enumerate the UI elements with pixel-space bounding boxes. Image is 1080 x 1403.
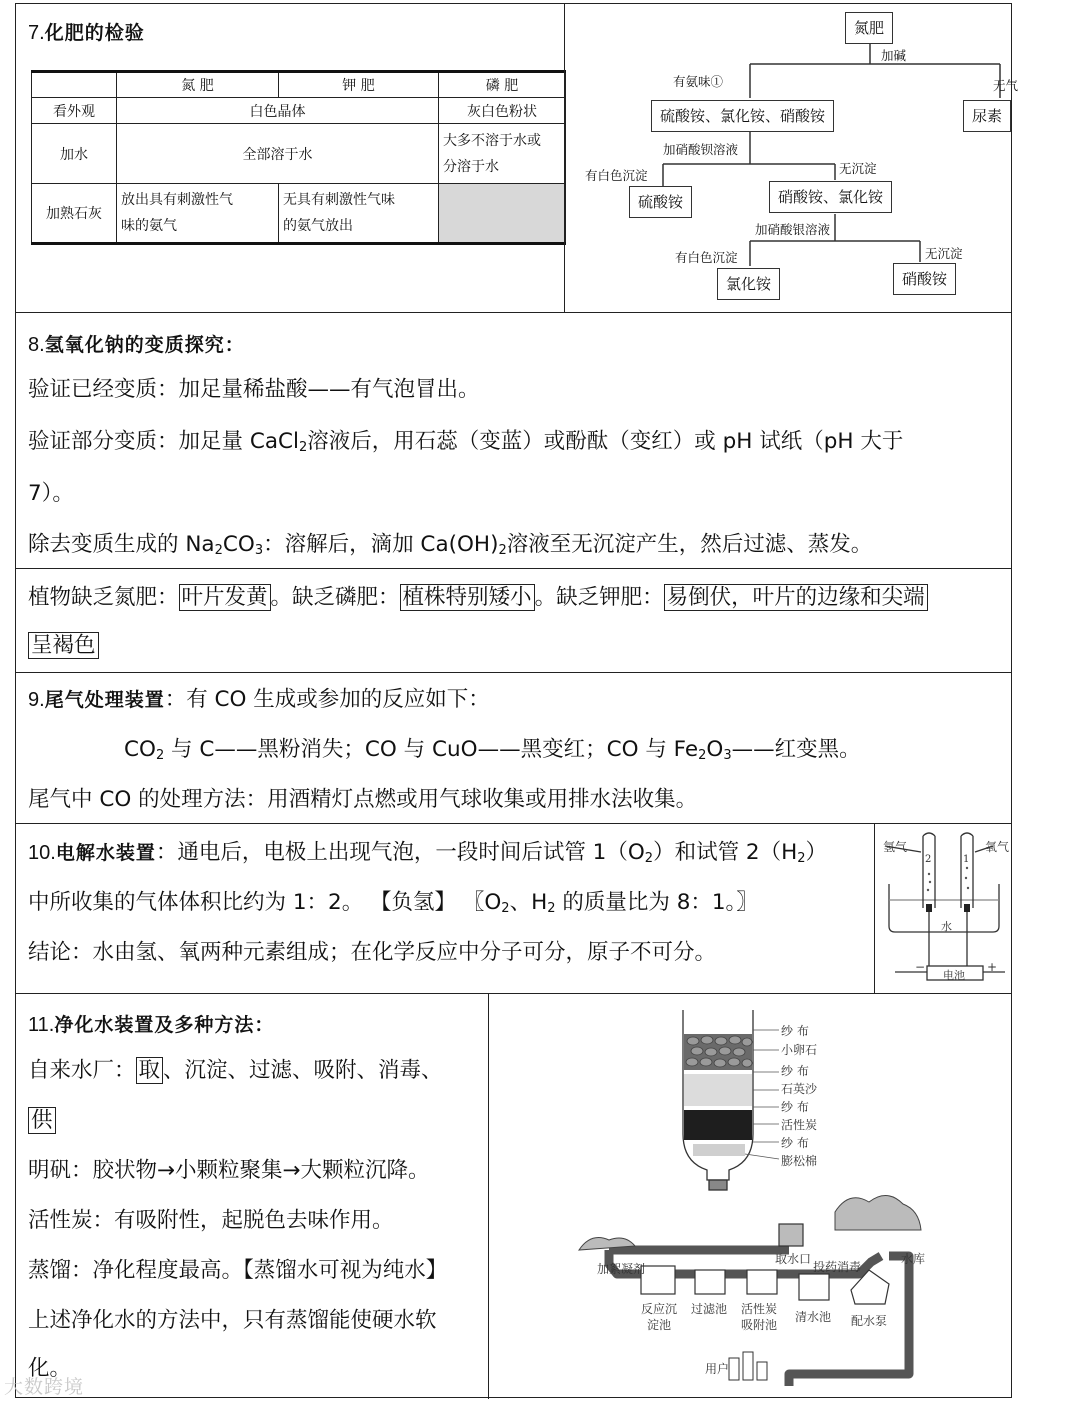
section-7-heading (28, 18, 145, 45)
label-water: 水 (941, 920, 952, 933)
section-10 (16, 824, 1011, 994)
boxed-take: 取 (136, 1057, 164, 1084)
label-add-base: 加碱 (881, 48, 907, 63)
s10-line-3: 结论：水由氢、氧两种元素组成；在化学反应中分子可分，原子不可分。 (28, 940, 717, 965)
row-label-appearance: 看外观 (32, 98, 117, 124)
header-potassium: 钾 肥 (279, 72, 439, 98)
cell-water-nk: 全部溶于水 (117, 124, 439, 184)
label-oxygen: 氧气 (985, 840, 1010, 854)
filter-bottle (683, 1010, 753, 1190)
s8-line-remove: 除去变质生成的 $Na_2CO_3$：溶解后，滴加 $Ca(OH)_2$溶液至无沉淀产生，然后过滤、蒸发。 (28, 532, 873, 558)
label-has-ammonia: 有氨味① (673, 74, 724, 89)
row-label-lime: 加熟石灰 (32, 184, 117, 244)
tree-group1: 硫酸铵、氯化铵、硝酸铵 (651, 100, 834, 132)
label-no-ppt-2: 无沉淀 (925, 246, 963, 261)
s8-line-verify-spoiled: 验证已经变质：加足量稀盐酸——有气泡冒出。 (28, 377, 480, 402)
plant-carbon-2: 吸附池 (741, 1318, 778, 1332)
cell-lime-p (439, 184, 566, 244)
s9-line-reactions: $CO_2$ 与 C——黑粉消失；CO 与 CuO——黑变红；CO 与 $Fe_2O_3——$红变黑。 (124, 737, 861, 763)
electrolysis-diagram (875, 824, 1013, 993)
section-8-heading: 8.氢氧化钠的变质探究： (28, 334, 245, 356)
row-label-water: 加水 (32, 124, 117, 184)
cell-appearance-nk: 白色晶体 (117, 98, 439, 124)
filter-layer-6: 活性炭 (781, 1118, 818, 1132)
section-7 (16, 4, 1019, 313)
section-8 (16, 313, 1011, 569)
plant-filter: 过滤池 (691, 1302, 728, 1316)
plant-disinfect: 投药消毒 (813, 1260, 862, 1274)
water-purification-diagrams (489, 994, 1013, 1399)
plant-coagulant: 加絮凝剂 (597, 1262, 646, 1276)
s11-line-alum: 明矾：胶状物→小颗粒聚集→大颗粒沉降。 (28, 1158, 430, 1183)
s9-line-method: 尾气中 CO 的处理方法：用酒精灯点燃或用气球收集或用排水法收集。 (28, 787, 698, 812)
tree-ammonium-sulfate: 硫酸铵 (629, 186, 692, 218)
boxed-supply: 供 (28, 1107, 56, 1134)
section-7-title: 化肥的检验 (44, 22, 145, 44)
s10-line-2: 中所收集的气体体积比约为 1：2。 【负氢】 〖$O_2$、$H_2$ 的质量比为 8：1。〗 (28, 890, 758, 916)
s11-line-distill: 蒸馏：净化程度最高。【蒸馏水可视为纯水】 (28, 1258, 448, 1283)
plant-reaction-1: 反应沉 (641, 1302, 678, 1316)
fertilizer-test-table (31, 70, 566, 245)
filter-layer-7: 纱 布 (781, 1136, 809, 1150)
header-nitrogen: 氮 肥 (117, 72, 279, 98)
plant-clear: 清水池 (795, 1310, 832, 1324)
section-11 (16, 994, 1011, 1399)
tree-group2: 硝酸铵、氯化铵 (769, 181, 892, 213)
section-11-left (16, 994, 488, 1399)
deficiency-line-2 (28, 621, 99, 671)
filter-layer-3: 纱 布 (781, 1064, 809, 1078)
label-add-ag: 加硝酸银溶液 (755, 222, 831, 237)
section-7-left (16, 4, 564, 312)
cell-appearance-p: 灰白色粉状 (439, 98, 566, 124)
table-corner (32, 72, 117, 98)
s11-line-plant: 自来水厂： 取 、沉淀、过滤、吸附、消毒、 (28, 1058, 443, 1083)
section-11-right (489, 994, 1013, 1399)
tree-ammonium-nitrate: 硝酸铵 (893, 263, 956, 295)
filter-layer-1: 纱 布 (781, 1024, 809, 1038)
section-10-heading: 10.电解水装置 (28, 842, 156, 864)
plant-reservoir: 水库 (901, 1252, 926, 1266)
filter-layer-5: 纱 布 (781, 1100, 809, 1114)
label-hydrogen: 氢气 (883, 840, 908, 854)
notes-sheet (15, 3, 1019, 1398)
label-add-ba: 加硝酸钡溶液 (663, 142, 739, 157)
plant-carbon-1: 活性炭 (741, 1302, 778, 1316)
section-7-right (565, 4, 1019, 312)
plant-intake: 取水口 (775, 1252, 812, 1266)
section-9-heading: 9.尾气处理装置 (28, 689, 165, 711)
tree-urea: 尿素 (963, 100, 1011, 132)
filter-layer-4: 石英沙 (781, 1082, 818, 1096)
plant-user: 用户 (705, 1362, 730, 1376)
filter-layer-8: 膨松棉 (781, 1154, 818, 1168)
boxed-yellow-leaves: 叶片发黄 (179, 584, 271, 611)
watermark: 大数跨境 (4, 1376, 85, 1398)
label-plus: + (987, 960, 998, 974)
cell-water-p: 大多不溶于水或 分溶于水 (439, 124, 566, 184)
s11-line-summary-2: 化。 (28, 1356, 72, 1381)
section-9 (16, 673, 1011, 824)
cell-lime-k: 无具有刺激性气味 的氨气放出 (279, 184, 439, 244)
s11-line-carbon: 活性炭：有吸附性，起脱色去味作用。 (28, 1208, 394, 1233)
tree-ammonium-chloride: 氯化铵 (717, 268, 780, 300)
label-no-ppt-1: 无沉淀 (839, 161, 877, 176)
filter-layer-2: 小卵石 (781, 1043, 818, 1057)
header-phosphorus: 磷 肥 (439, 72, 566, 98)
label-no-smell: 无气 (993, 78, 1019, 93)
s8-line-partial-end: 7）。 (28, 481, 74, 506)
deficiency-line-1: 植物缺乏氮肥： 叶片发黄 。缺乏磷肥： 植株特别矮小 。缺乏钾肥： 易倒伏，叶片的边缘和尖端 (28, 573, 928, 623)
label-tube-1: 1 (963, 854, 970, 865)
s11-line-summary-1: 上述净化水的方法中，只有蒸馏能使硬水软 (28, 1308, 437, 1333)
boxed-lodging: 易倒伏，叶片的边缘和尖端 (664, 584, 928, 611)
s9-line-heading: 9.尾气处理装置：有 CO 生成或参加的反应如下： (28, 687, 490, 712)
section-7-number: 7. (28, 22, 45, 44)
s11-line-supply (28, 1096, 56, 1146)
cell-lime-n: 放出具有刺激性气 味的氨气 (117, 184, 279, 244)
s10-line-1: 10.电解水装置：通电后，电极上出现气泡，一段时间后试管 $1(O_2)$和试管 $2(H_2)$ (28, 840, 828, 866)
plant-pump: 配水泵 (851, 1314, 888, 1328)
label-battery: 电池 (943, 969, 965, 982)
nutrient-deficiency (16, 569, 1011, 673)
boxed-dwarf-plant: 植株特别矮小 (400, 584, 535, 611)
tree-root-nitrogen: 氮肥 (845, 12, 893, 44)
plant-reaction-2: 淀池 (647, 1318, 672, 1332)
label-white-ppt-1: 有白色沉淀 (585, 168, 648, 183)
label-minus: − (915, 960, 926, 974)
nitrogen-fertilizer-tree (565, 4, 1019, 311)
s8-line-partial: 验证部分变质：加足量 CaCl$_2$溶液后，用石蕊（变蓝）或酚酞（变红）或 pH 试纸（pH 大于 (28, 429, 904, 455)
boxed-brown-edges: 呈褐色 (28, 632, 99, 659)
section-11-heading: 11.净化水装置及多种方法： (28, 1014, 275, 1036)
label-white-ppt-2: 有白色沉淀 (675, 250, 738, 265)
label-tube-2: 2 (925, 854, 932, 865)
